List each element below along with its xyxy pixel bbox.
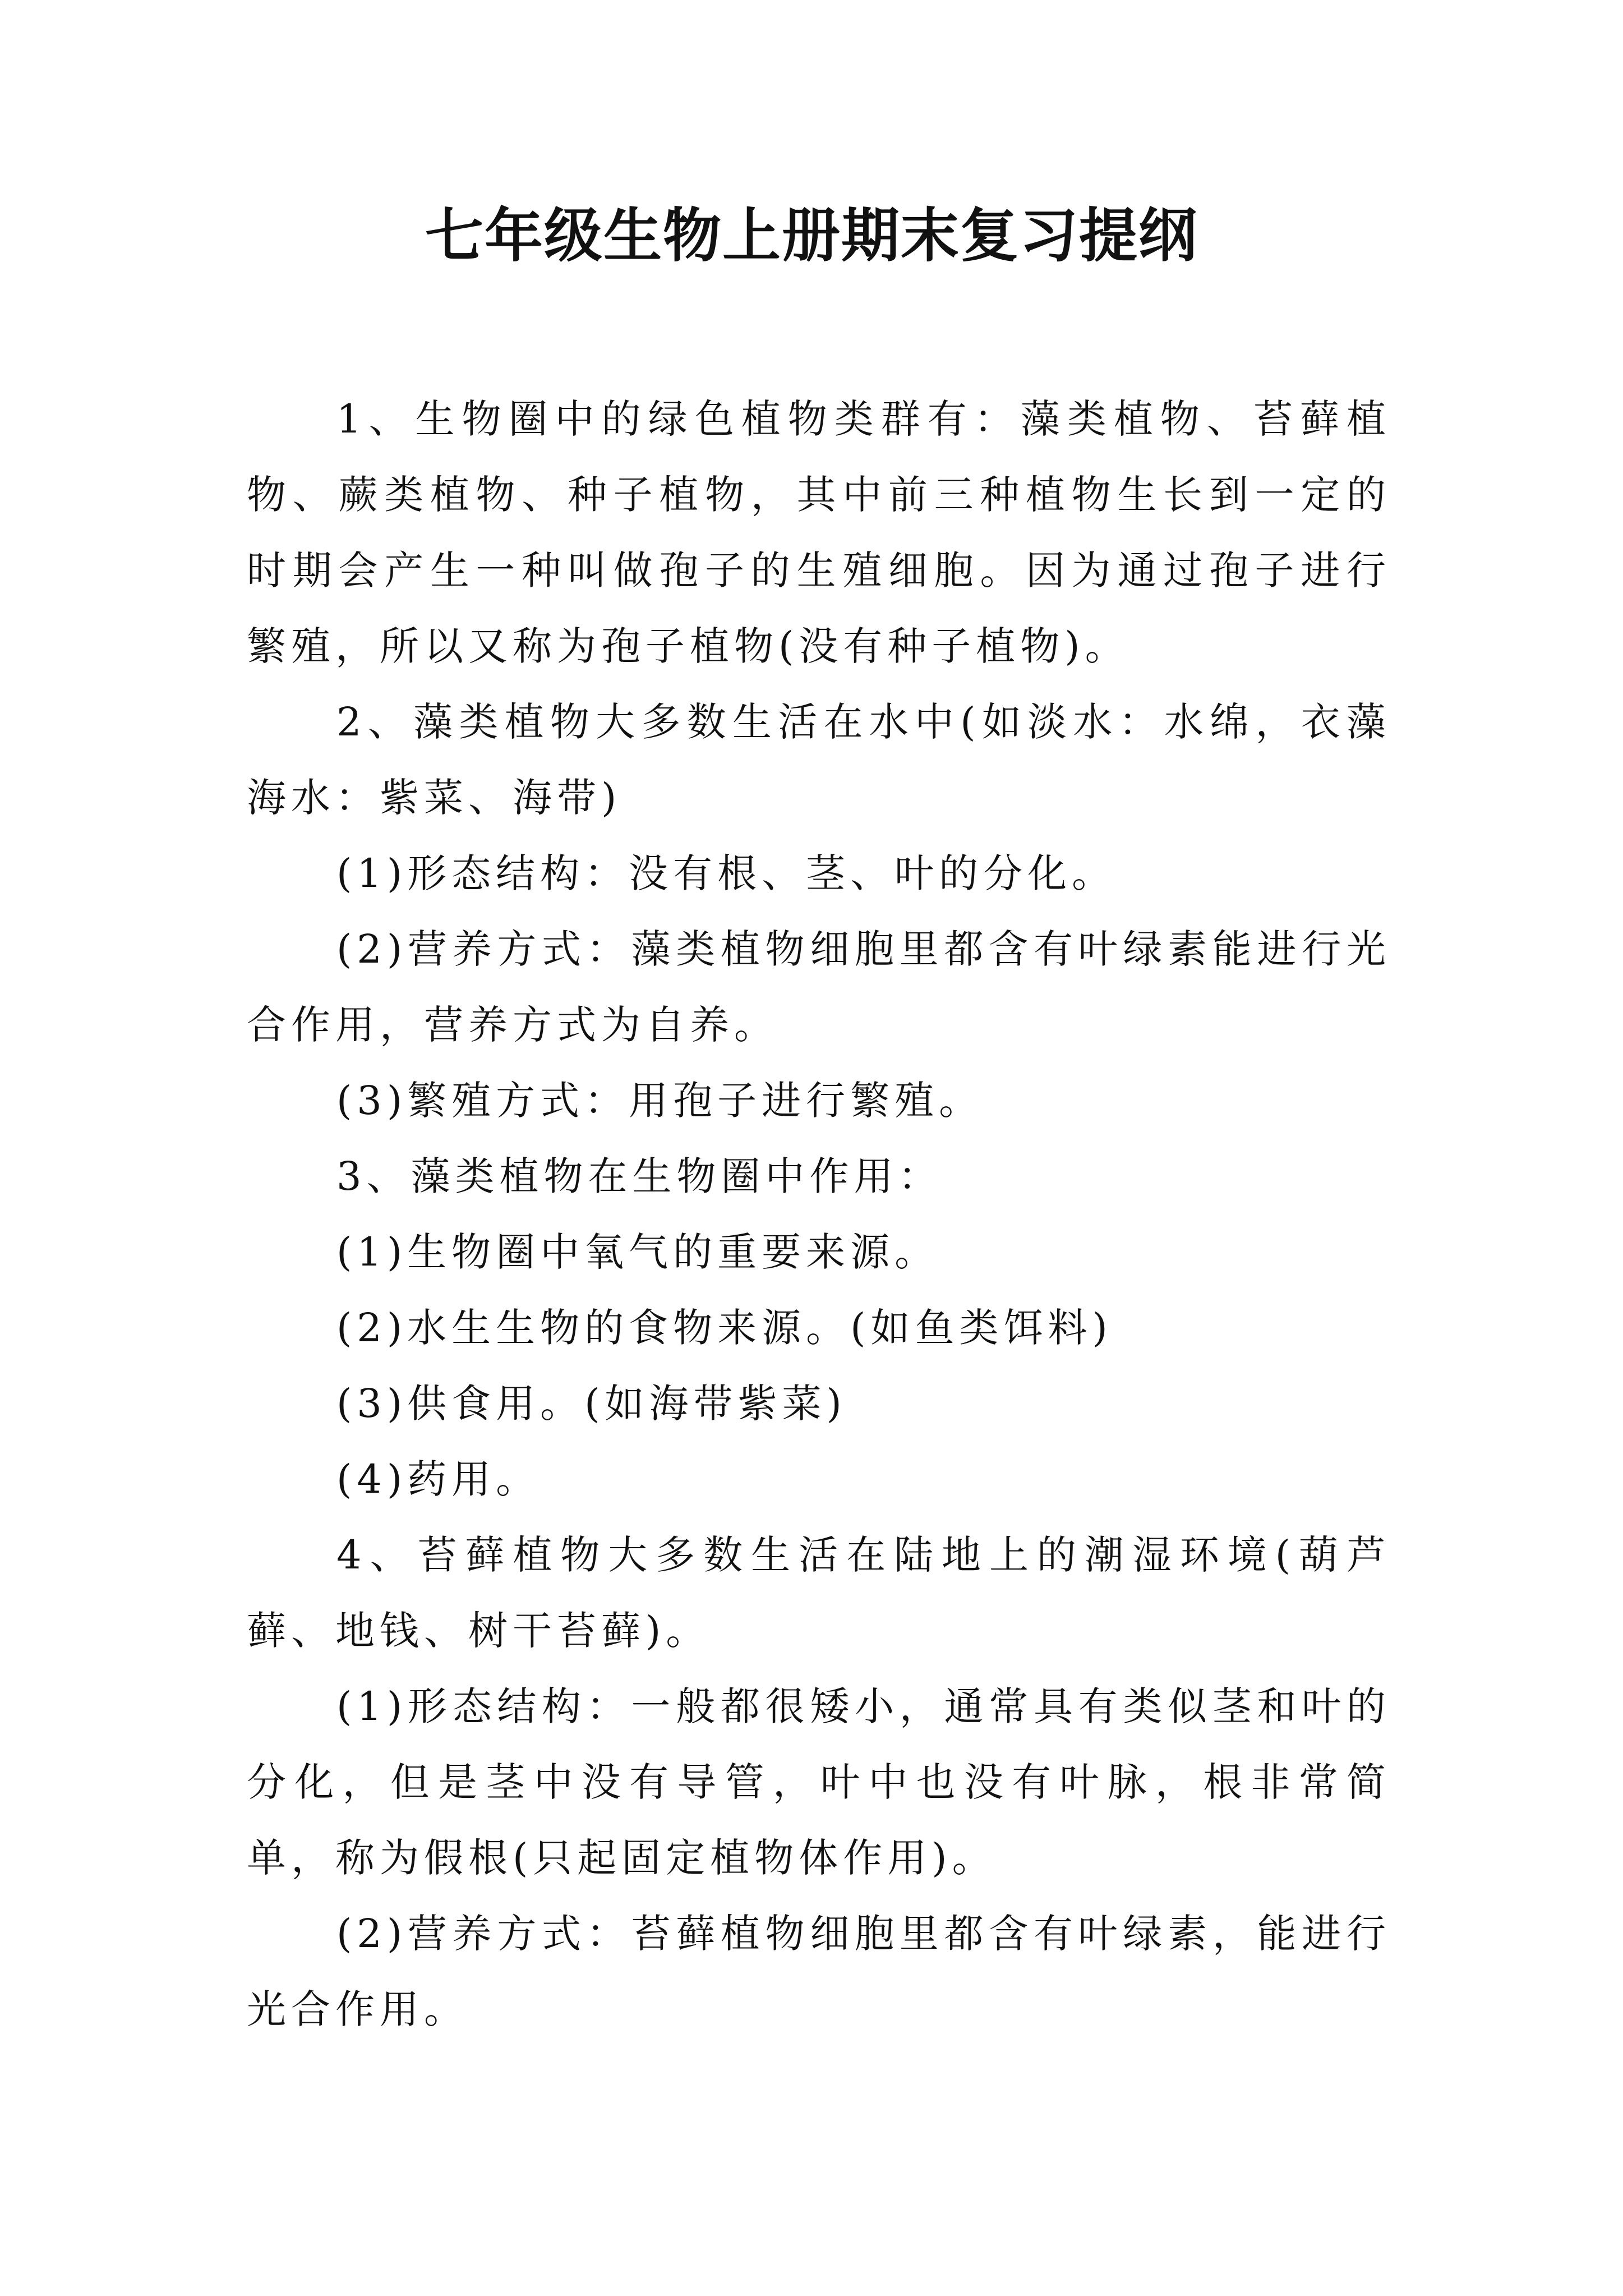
paragraph-8: (2)水生生物的食物来源。(如鱼类饵料) [336,1305,1113,1351]
document-title: 七年级生物上册期末复习提纲 [425,201,1198,270]
paragraph-11: 4、苔藓植物大多数生活在陆地上的潮湿环境(葫芦藓、地钱、树干苔藓)。 [247,1532,1391,1654]
paragraph-1: 1、生物圈中的绿色植物类群有：藻类植物、苔藓植物、蕨类植物、种子植物，其中前三种植物生长到一定的时期会产生一种叫做孢子的生殖细胞。因为通过孢子进行繁殖，所以又称为孢子植物(没有种子植物)。 [247,396,1391,669]
paragraph-2: 2、藻类植物大多数生活在水中(如淡水：水绵，衣藻海水：紫菜、海带) [247,699,1391,821]
paragraph-5: (3)繁殖方式：用孢子进行繁殖。 [336,1078,984,1124]
document-body [247,381,1391,2047]
paragraph-3: (1)形态结构：没有根、茎、叶的分化。 [336,850,1117,896]
paragraph-10: (4)药用。 [336,1456,541,1502]
paragraph-4: (2)营养方式：藻类植物细胞里都含有叶绿素能进行光合作用，营养方式为自养。 [247,926,1391,1048]
paragraph-6: 3、藻类植物在生物圈中作用： [336,1153,943,1199]
paragraph-7: (1)生物圈中氧气的重要来源。 [336,1229,939,1275]
paragraph-12: (1)形态结构：一般都很矮小，通常具有类似茎和叶的分化，但是茎中没有导管，叶中也没有叶脉，根非常简单，称为假根(只起固定植物体作用)。 [247,1683,1391,1881]
paragraph-13: (2)营养方式：苔藓植物细胞里都含有叶绿素，能进行光合作用。 [247,1911,1391,2032]
paragraph-9: (3)供食用。(如海带紫菜) [336,1381,847,1427]
